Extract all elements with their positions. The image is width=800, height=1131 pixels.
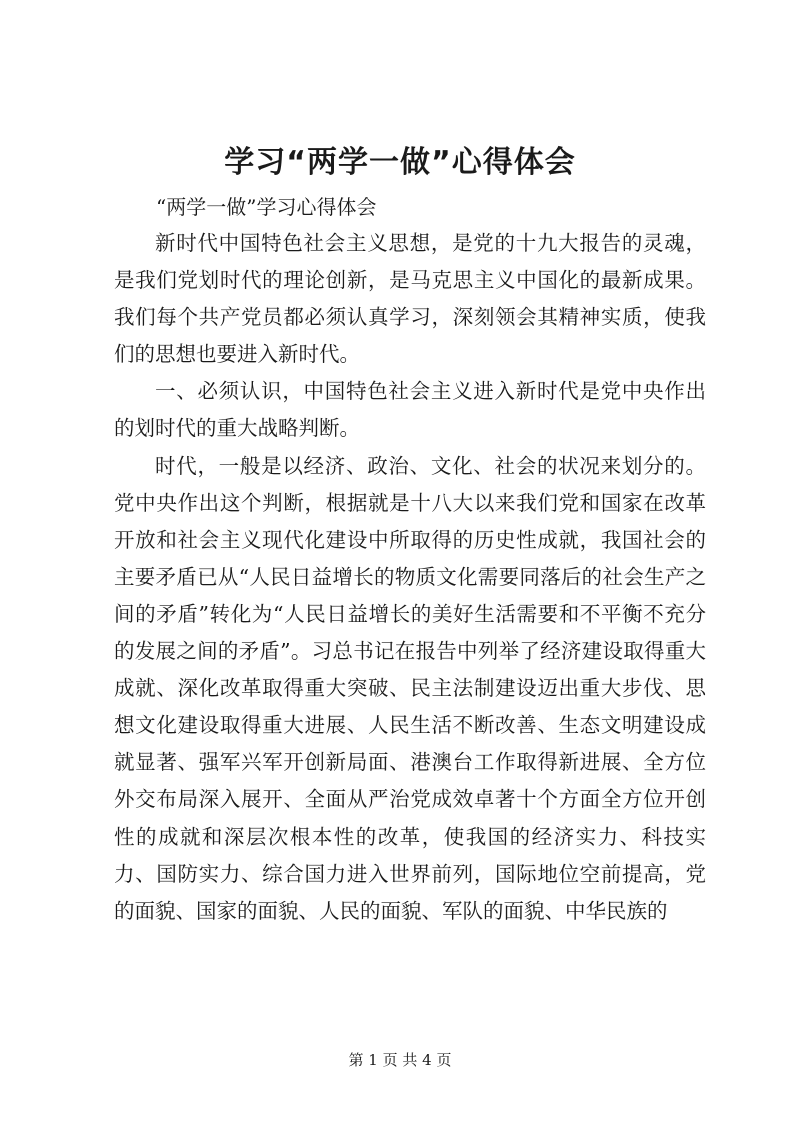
page-number-footer: 第 1 页 共 4 页	[348, 1051, 452, 1069]
document-title: 学习“两学一做”心得体会	[224, 145, 576, 180]
paragraph: 新时代中国特色社会主义思想，是党的十九大报告的灵魂，是我们党划时代的理论创新，是马克思主义中国化的最新成果。我们每个共产党员都必须认真学习，深刻领会其精神实质，使我们的思想也要进入新时代。	[114, 231, 706, 367]
document-body	[114, 225, 706, 930]
paragraph: 时代，一般是以经济、政治、文化、社会的状况来划分的。党中央作出这个判断，根据就是十八大以来我们党和国家在改革开放和社会主义现代化建设中所取得的历史性成就，我国社会的主要矛盾已从“人民日益增长的物质文化需要同落后的社会生产之间的矛盾”转化为“人民日益增长的美好生活需要和不平衡不充分的发展之间的矛盾”。习总书记在报告中列举了经济建设取得重大成就、深化改革取得重大突破、民主法制建设迈出重大步伐、思想文化建设取得重大进展、人民生活不断改善、生态文明建设成就显著、强军兴军开创新局面、港澳台工作取得新进展、全方位外交布局深入展开、全面从严治党成效卓著十个方面全方位开创性的成就和深层次根本性的改革，使我国的经济实力、科技实力、国防实力、综合国力进入世界前列，国际地位空前提高，党的面貌、国家的面貌、人民的面貌、军队的面貌、中华民族的	[114, 453, 706, 923]
document-subtitle: “两学一做”学习心得体会	[156, 195, 377, 219]
paragraph: 一、必须认识，中国特色社会主义进入新时代是党中央作出的划时代的重大战略判断。	[114, 379, 706, 441]
